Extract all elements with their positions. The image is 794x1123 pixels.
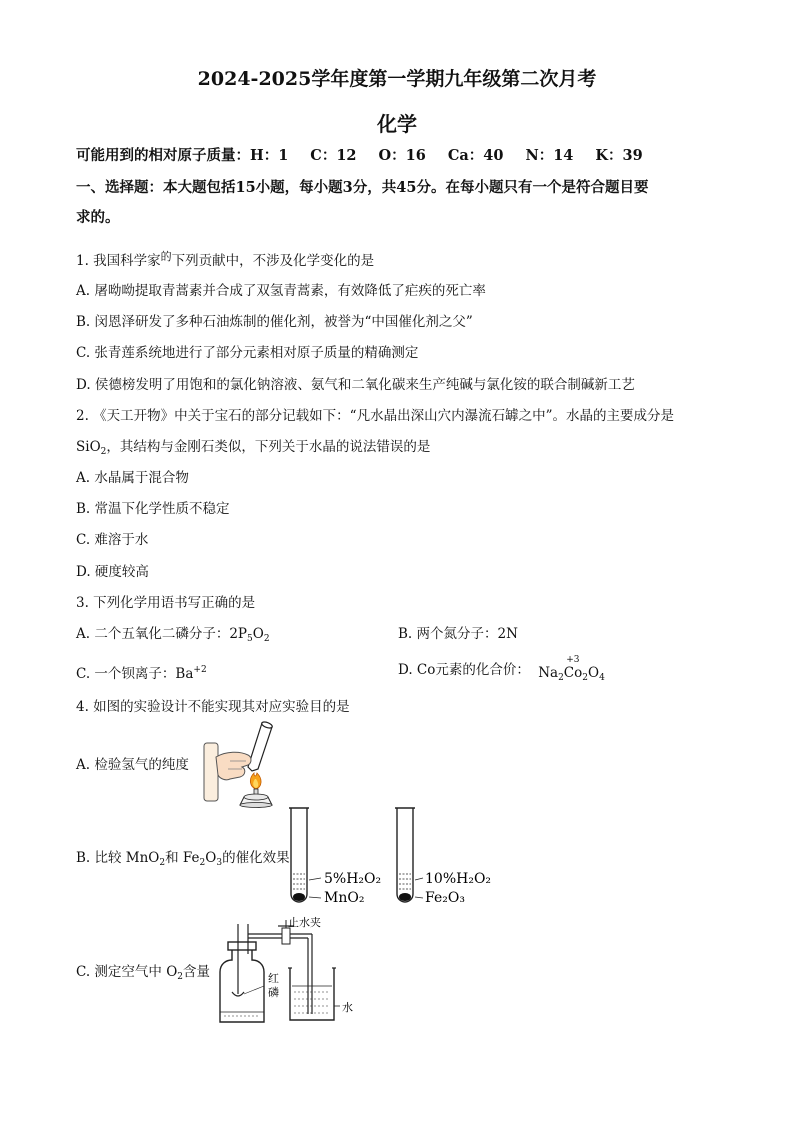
q3-option-a	[76, 624, 270, 649]
phosphorus-label-2: 磷	[268, 986, 279, 999]
q2-option-b: B. 常温下化学性质不稳定	[76, 501, 230, 517]
oxygen-content-apparatus-figure	[208, 914, 368, 1030]
q1-option-a: A. 屠呦呦提取青蒿素并合成了双氢青蒿素，有效降低了疟疾的死亡率	[76, 283, 486, 299]
q4-option-b-sub3: 3	[216, 858, 223, 868]
q4-option-b-a: B. 比较 MnO	[76, 850, 160, 866]
q3-option-a-formula: 2P	[229, 626, 248, 642]
atomic-mass-line	[76, 146, 665, 166]
tube2-solution-label: 10%H₂O₂	[425, 871, 492, 887]
hand-icon	[204, 743, 251, 801]
test-tube-1	[289, 808, 381, 906]
q2-stem-line1: 2. 《天工开物》中关于宝石的部分记载如下：“凡水晶出深山穴内瀑流石罅之中”。水晶的主要成分是	[76, 408, 674, 424]
collection-bottle	[220, 924, 264, 1022]
q2-stem-line2-rest: ，其结构与金刚石类似，下列关于水晶的说法错误的是	[106, 439, 431, 455]
q2-option-c: C. 难溶于水	[76, 532, 149, 548]
q4-option-b	[76, 848, 290, 873]
q3-option-a-sub2: 2	[263, 634, 270, 644]
subject-title: 化学	[377, 112, 417, 136]
q4-option-b-d: 的催化效果	[222, 850, 290, 866]
q3-option-d	[398, 655, 605, 685]
q4-option-c-sub: 2	[177, 972, 184, 982]
q4-option-c	[76, 962, 210, 987]
atomic-mass-label: 可能用到的相对原子质量：	[76, 147, 250, 164]
q4-option-b-c: O	[205, 850, 217, 866]
q3-option-d-na: Na	[538, 665, 559, 681]
q3-option-b: B. 两个氮分子：2N	[398, 626, 518, 642]
q4-option-c-a: C. 测定空气中 O	[76, 964, 178, 980]
q1-option-d: D. 侯德榜发明了用饱和的氯化钠溶液、氨气和二氧化碳来生产纯碱与氯化铵的联合制碱新工艺	[76, 377, 635, 393]
clamp-label: 止水夹	[288, 916, 321, 929]
test-tube-icon	[248, 721, 273, 771]
mass-k: K：39	[595, 147, 643, 164]
q2-sio: SiO	[76, 439, 101, 455]
mass-ca: Ca：40	[447, 147, 504, 164]
q3-option-c-text: C. 一个钡离子：Ba	[76, 666, 194, 682]
q4-option-b-sub2: 2	[199, 858, 206, 868]
section-heading-line2: 求的。	[76, 209, 120, 226]
test-tube-2	[395, 808, 491, 906]
water-label: 水	[342, 1001, 353, 1014]
q3-option-a-sub1: 5	[247, 634, 253, 644]
q3-option-d-co: Co	[563, 665, 583, 681]
q2-stem-line2	[76, 437, 430, 462]
catalyst-comparison-figure	[285, 806, 500, 908]
flame-icon	[250, 773, 261, 789]
beaker	[288, 968, 340, 1020]
q3-option-a-o: O	[252, 626, 264, 642]
q3-option-a-text: A. 二个五氧化二磷分子：	[76, 626, 230, 642]
tube1-catalyst-label: MnO₂	[324, 890, 365, 906]
q4-option-b-sub1: 2	[159, 858, 166, 868]
alcohol-lamp-icon	[240, 789, 272, 808]
q1-option-c: C. 张青莲系统地进行了部分元素相对原子质量的精确测定	[76, 345, 419, 361]
tube1-solution-label: 5%H₂O₂	[324, 871, 382, 887]
tube2-catalyst-label: Fe₂O₃	[425, 890, 465, 906]
mass-n: N：14	[525, 147, 574, 164]
q3-option-d-formula	[538, 655, 605, 688]
q3-option-d-co-sub: 2	[582, 673, 588, 683]
q1-stem-de: 的	[160, 250, 172, 263]
q3-option-d-valence: +3	[566, 655, 580, 665]
q4-option-c-b: 含量	[183, 964, 211, 980]
q3-option-d-o: O	[588, 665, 600, 681]
q3-option-d-text: D. Co元素的化合价：	[398, 662, 530, 678]
q2-sio-sub: 2	[100, 447, 107, 457]
q2-option-d: D. 硬度较高	[76, 564, 149, 580]
section-heading-line1: 一、选择题：本大题包括15小题，每小题3分，共45分。在每小题只有一个是符合题目要	[76, 179, 649, 196]
q1-stem	[76, 247, 374, 271]
q3-option-d-na-sub: 2	[558, 673, 564, 683]
q2-option-a: A. 水晶属于混合物	[76, 470, 189, 486]
q1-stem-a: 1. 我国科学家	[76, 253, 161, 269]
hydrogen-purity-test-figure	[190, 717, 305, 809]
q3-option-d-o-sub: 4	[599, 673, 605, 683]
q3-stem: 3. 下列化学用语书写正确的是	[76, 595, 256, 611]
mass-h: H：1	[250, 147, 289, 164]
q3-option-c	[76, 660, 207, 684]
q4-option-b-b: 和 Fe	[165, 850, 200, 866]
q1-option-b: B. 闵恩泽研发了多种石油炼制的催化剂，被誉为“中国催化剂之父”	[76, 314, 473, 330]
phosphorus-label-1: 红	[268, 972, 279, 985]
exam-title: 2024-2025学年度第一学期九年级第二次月考	[197, 68, 597, 90]
q1-stem-b: 下列贡献中，不涉及化学变化的是	[171, 253, 375, 269]
mass-c: C：12	[310, 147, 357, 164]
q3-option-c-charge: +2	[193, 665, 207, 675]
q4-stem: 4. 如图的实验设计不能实现其对应实验目的是	[76, 699, 350, 715]
mass-o: O：16	[378, 147, 426, 164]
q4-option-a: A. 检验氢气的纯度	[76, 757, 189, 773]
